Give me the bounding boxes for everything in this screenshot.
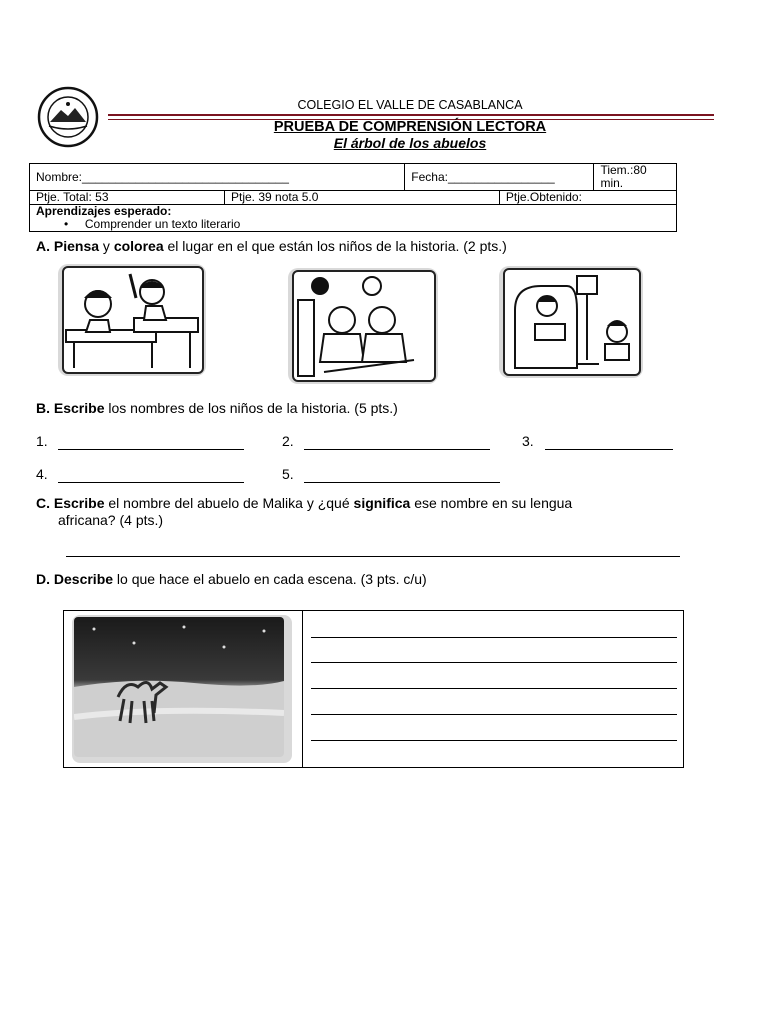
fecha-field[interactable]: Fecha:________________	[405, 164, 594, 191]
blank-4-label: 4.	[36, 466, 48, 482]
ptje-obtenido-field[interactable]: Ptje.Obtenido:	[499, 191, 676, 205]
question-c: C. Escribe el nombre del abuelo de Malika y ¿qué significa ese nombre en su lengua	[36, 495, 573, 511]
aprendizajes-label: Aprendizajes esperado:	[36, 204, 172, 218]
ptje-total-cell: Ptje. Total: 53	[30, 191, 225, 205]
question-b: B. Escribe los nombres de los niños de la historia. (5 pts.)	[36, 400, 398, 416]
blank-2-label: 2.	[282, 433, 294, 449]
blank-1-line[interactable]	[58, 449, 244, 450]
student-info-table	[29, 163, 677, 232]
answer-d-line-5[interactable]	[311, 740, 677, 741]
aprendizaje-text: Comprender un texto literario	[84, 217, 241, 231]
page-subtitle: El árbol de los abuelos	[333, 135, 487, 151]
answer-d-line-4[interactable]	[311, 714, 677, 715]
scene-table	[63, 610, 684, 768]
answer-d-line-3[interactable]	[311, 688, 677, 689]
blank-3-label: 3.	[522, 433, 534, 449]
question-a: A. Piensa y colorea el lugar en el que están los niños de la historia. (2 pts.)	[36, 238, 507, 254]
bus-image[interactable]	[292, 270, 436, 382]
blank-5-line[interactable]	[304, 482, 500, 483]
answer-d-line-2[interactable]	[311, 662, 677, 663]
answer-c-line[interactable]	[66, 556, 680, 557]
school-name: COLEGIO EL VALLE DE CASABLANCA	[297, 98, 523, 112]
school-logo	[37, 86, 99, 148]
tiempo-cell: Tiem.:80 min.	[594, 164, 677, 191]
blank-4-line[interactable]	[58, 482, 244, 483]
blank-1-label: 1.	[36, 433, 48, 449]
header-rule	[108, 114, 714, 116]
blank-5-label: 5.	[282, 466, 294, 482]
nombre-field[interactable]: Nombre:_______________________________	[30, 164, 405, 191]
classroom-image[interactable]	[62, 266, 204, 374]
blank-3-line[interactable]	[545, 449, 673, 450]
ptje-nota-cell: Ptje. 39 nota 5.0	[225, 191, 500, 205]
scene-table-divider	[302, 611, 303, 767]
blank-2-line[interactable]	[304, 449, 490, 450]
question-d: D. Describe lo que hace el abuelo en cada escena. (3 pts. c/u)	[36, 571, 427, 587]
desert-camel-image	[74, 617, 284, 757]
livingroom-image[interactable]	[503, 268, 641, 376]
page-title: PRUEBA DE COMPRENSIÓN LECTORA	[273, 119, 547, 135]
question-c-line2: africana? (4 pts.)	[58, 512, 164, 528]
aprendizaje-item: • Comprender un texto literario	[64, 217, 241, 231]
answer-d-line-1[interactable]	[311, 637, 677, 638]
